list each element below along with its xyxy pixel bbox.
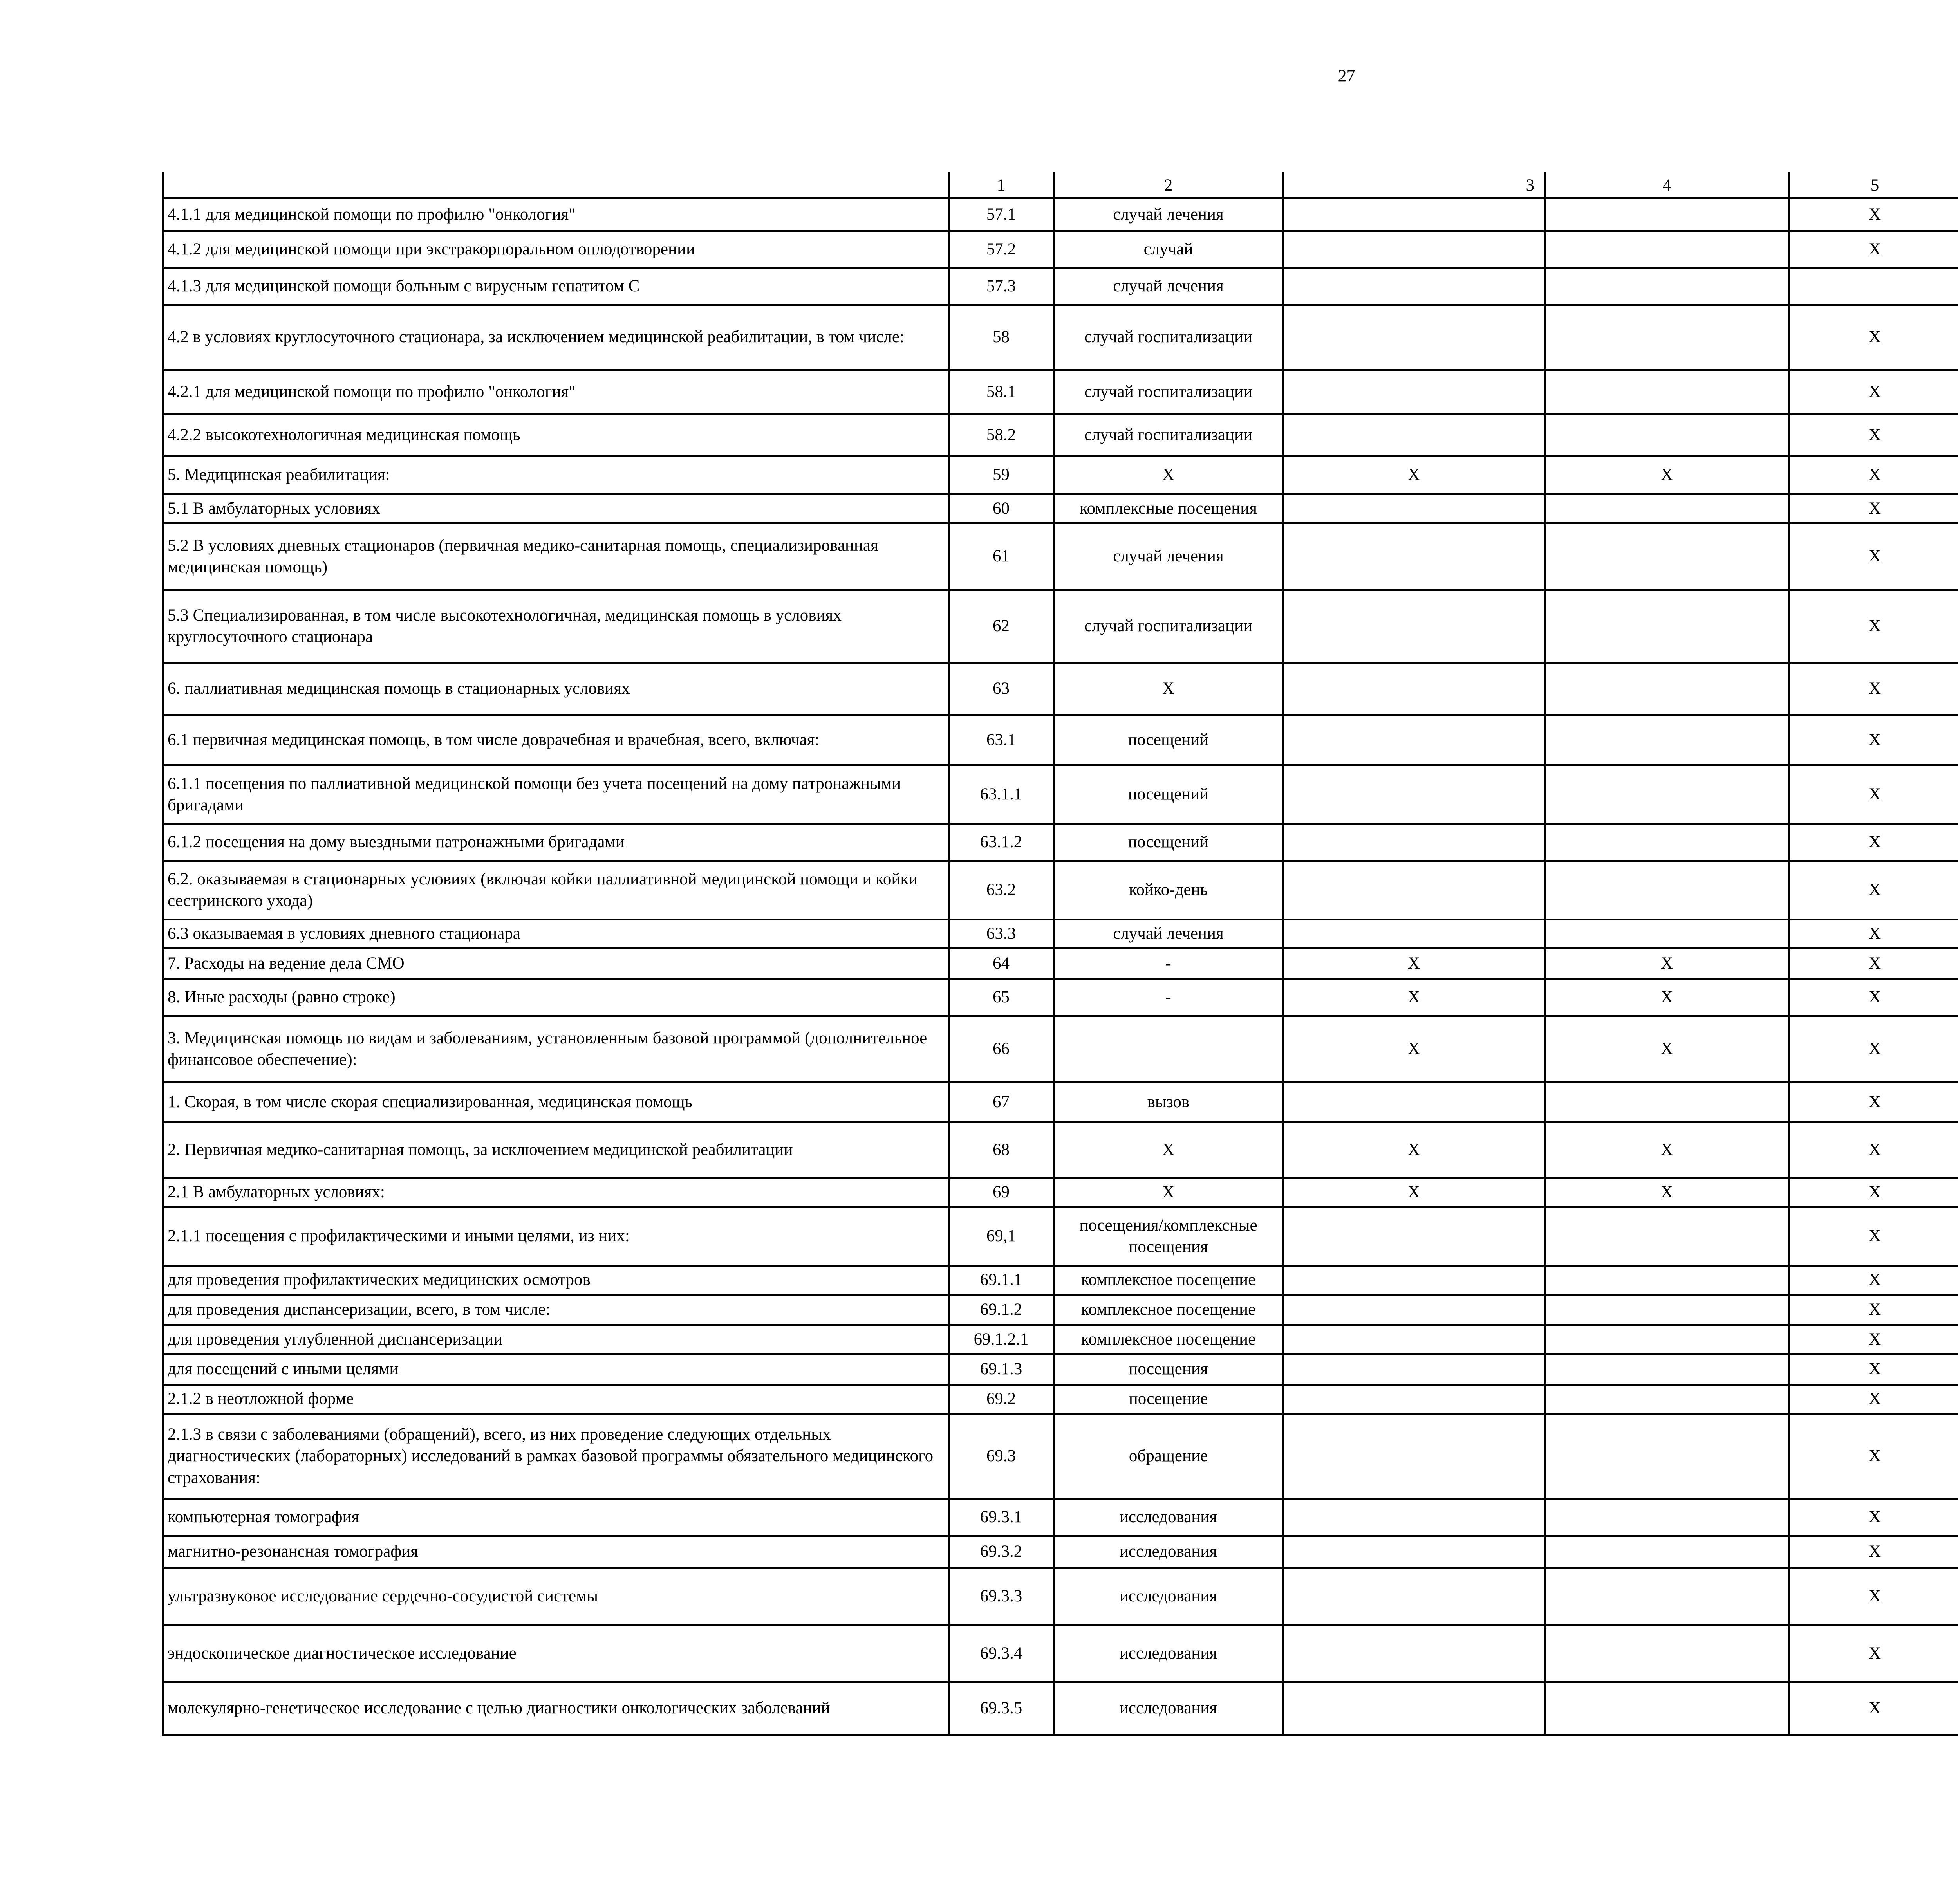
table-cell-col-4 (1545, 1682, 1789, 1734)
table-cell-col-5: Х (1789, 919, 1958, 948)
table-cell-col-2: Х (1054, 662, 1283, 715)
table-cell-col-3 (1283, 231, 1545, 268)
row-label-cell: 3. Медицинская помощь по видам и заболеваниям, установленным базовой программой (дополнительное финансовое обеспечение): (163, 1016, 949, 1082)
row-label-cell: для проведения диспансеризации, всего, в том числе: (163, 1294, 949, 1325)
table-cell-col-4 (1545, 1325, 1789, 1354)
table-cell-col-1: 63 (949, 662, 1054, 715)
table-cell-col-1: 61 (949, 523, 1054, 590)
row-label-cell: ультразвуковое исследование сердечно-сосудистой системы (163, 1568, 949, 1625)
table-cell-col-4: Х (1545, 979, 1789, 1016)
table-cell-col-5: Х (1789, 979, 1958, 1016)
table-cell-col-5: Х (1789, 414, 1958, 456)
table-cell-col-3 (1283, 1384, 1545, 1413)
table-cell-col-2: комплексное посещение (1054, 1265, 1283, 1294)
table-cell-col-3 (1283, 1536, 1545, 1568)
table-cell-col-5: Х (1789, 494, 1958, 523)
table-row (163, 1499, 1958, 1536)
table-cell-col-1: 58 (949, 305, 1054, 370)
table-cell-col-2: посещений (1054, 824, 1283, 861)
row-label-cell: 6.1 первичная медицинская помощь, в том числе доврачебная и врачебная, всего, включая: (163, 715, 949, 765)
row-label-cell: 4.1.3 для медицинской помощи больным с вирусным гепатитом С (163, 268, 949, 305)
table-cell-col-2: посещения/комплексные посещения (1054, 1207, 1283, 1265)
table-row (163, 456, 1958, 494)
page-number: 27 (1338, 66, 1355, 85)
table-cell-col-1: 59 (949, 456, 1054, 494)
row-label-cell: 6. паллиативная медицинская помощь в стационарных условиях (163, 662, 949, 715)
table-row (163, 268, 1958, 305)
table-cell-col-4 (1545, 715, 1789, 765)
table-cell-col-1: 69.3.2 (949, 1536, 1054, 1568)
table-cell-col-1: 69.3.1 (949, 1499, 1054, 1536)
table-cell-col-4 (1545, 370, 1789, 414)
table-row (163, 662, 1958, 715)
table-cell-col-1: 63.1.2 (949, 824, 1054, 861)
table-cell-col-3 (1283, 198, 1545, 231)
table-cell-col-2: комплексные посещения (1054, 494, 1283, 523)
table-cell-col-4: Х (1545, 1178, 1789, 1207)
table-cell-col-2: случай (1054, 231, 1283, 268)
table-cell-col-2: - (1054, 979, 1283, 1016)
table-row (163, 1325, 1958, 1354)
table-cell-col-4 (1545, 1294, 1789, 1325)
table-cell-col-3 (1283, 1325, 1545, 1354)
table-cell-col-3 (1283, 715, 1545, 765)
row-label-cell: 7. Расходы на ведение дела СМО (163, 948, 949, 979)
table-cell-col-4 (1545, 1536, 1789, 1568)
table-cell-col-1: 58.2 (949, 414, 1054, 456)
table-row (163, 1413, 1958, 1499)
table-row (163, 919, 1958, 948)
table-cell-col-5: Х (1789, 1178, 1958, 1207)
table-row (163, 715, 1958, 765)
table-cell-col-4 (1545, 861, 1789, 919)
table-cell-col-1: 65 (949, 979, 1054, 1016)
row-label-cell: 6.1.2 посещения на дому выездными патронажными бригадами (163, 824, 949, 861)
table-cell-col-3 (1283, 1568, 1545, 1625)
table-cell-col-5: Х (1789, 305, 1958, 370)
table-row (163, 979, 1958, 1016)
table-cell-col-2: Х (1054, 1122, 1283, 1178)
row-label-cell: 4.2 в условиях круглосуточного стационара, за исключением медицинской реабилитации, в том числе: (163, 305, 949, 370)
table-cell-col-4 (1545, 1568, 1789, 1625)
table-cell-col-4 (1545, 1207, 1789, 1265)
table-cell-col-5: Х (1789, 1384, 1958, 1413)
row-label-cell: для посещений с иными целями (163, 1354, 949, 1384)
data-table (162, 172, 1958, 1736)
table-cell-col-2: исследования (1054, 1625, 1283, 1682)
table-cell-col-4: Х (1545, 1122, 1789, 1178)
table-cell-col-3 (1283, 1082, 1545, 1122)
table-cell-col-3 (1283, 765, 1545, 824)
table-cell-col-3 (1283, 861, 1545, 919)
table-row (163, 231, 1958, 268)
row-label-cell: 2.1.3 в связи с заболеваниями (обращений), всего, из них проведение следующих отдельных диагностических (лабораторных) исследований в рамках базовой программы обязательного медицинского страхования: (163, 1413, 949, 1499)
table-cell-col-1: 69,1 (949, 1207, 1054, 1265)
table-cell-col-4 (1545, 1265, 1789, 1294)
table-cell-col-3 (1283, 1499, 1545, 1536)
table-cell-col-5: Х (1789, 715, 1958, 765)
table-cell-col-4 (1545, 1499, 1789, 1536)
table-cell-col-5: Х (1789, 1536, 1958, 1568)
table-cell-col-1: 58.1 (949, 370, 1054, 414)
table-cell-col-5: Х (1789, 370, 1958, 414)
header-cell-col-0 (163, 172, 949, 198)
table-cell-col-2: случай лечения (1054, 919, 1283, 948)
table-cell-col-5: Х (1789, 765, 1958, 824)
table-row (163, 414, 1958, 456)
table-cell-col-3 (1283, 662, 1545, 715)
table-cell-col-1: 63.1 (949, 715, 1054, 765)
row-label-cell: 2. Первичная медико-санитарная помощь, за исключением медицинской реабилитации (163, 1122, 949, 1178)
table-cell-col-4 (1545, 1625, 1789, 1682)
table-cell-col-4: Х (1545, 948, 1789, 979)
table-cell-col-5: Х (1789, 590, 1958, 662)
table-cell-col-2: посещений (1054, 715, 1283, 765)
table-cell-col-3 (1283, 1354, 1545, 1384)
table-cell-col-4 (1545, 305, 1789, 370)
table-cell-col-5: Х (1789, 1625, 1958, 1682)
table-cell-col-5: Х (1789, 1499, 1958, 1536)
table-cell-col-1: 63.3 (949, 919, 1054, 948)
table-cell-col-5: Х (1789, 1016, 1958, 1082)
table-cell-col-4 (1545, 494, 1789, 523)
table-cell-col-3 (1283, 494, 1545, 523)
table-cell-col-1: 67 (949, 1082, 1054, 1122)
table-cell-col-1: 68 (949, 1122, 1054, 1178)
table-cell-col-1: 69.2 (949, 1384, 1054, 1413)
row-label-cell: 4.1.1 для медицинской помощи по профилю "онкология" (163, 198, 949, 231)
table-row (163, 1178, 1958, 1207)
table-cell-col-5: Х (1789, 1568, 1958, 1625)
table-cell-col-3 (1283, 414, 1545, 456)
table-cell-col-3 (1283, 370, 1545, 414)
table-cell-col-4 (1545, 590, 1789, 662)
table-row (163, 305, 1958, 370)
table-cell-col-2: посещение (1054, 1384, 1283, 1413)
table-cell-col-1: 60 (949, 494, 1054, 523)
table-row (163, 1082, 1958, 1122)
table-cell-col-1: 64 (949, 948, 1054, 979)
table-cell-col-2: случай госпитализации (1054, 305, 1283, 370)
header-cell-col-5: 5 (1789, 172, 1958, 198)
table-cell-col-2: комплексное посещение (1054, 1325, 1283, 1354)
table-cell-col-4 (1545, 1354, 1789, 1384)
table-cell-col-3 (1283, 1265, 1545, 1294)
table-cell-col-5: Х (1789, 1354, 1958, 1384)
table-row (163, 824, 1958, 861)
row-label-cell: 5.1 В амбулаторных условиях (163, 494, 949, 523)
table-cell-col-5: Х (1789, 662, 1958, 715)
table-cell-col-4: Х (1545, 456, 1789, 494)
row-label-cell: для проведения углубленной диспансеризации (163, 1325, 949, 1354)
table-row (163, 1384, 1958, 1413)
table-row (163, 198, 1958, 231)
table-cell-col-2: исследования (1054, 1499, 1283, 1536)
table-cell-col-4 (1545, 662, 1789, 715)
table-cell-col-2: случай лечения (1054, 523, 1283, 590)
table-cell-col-4 (1545, 1413, 1789, 1499)
table-row (163, 1122, 1958, 1178)
table-cell-col-4 (1545, 414, 1789, 456)
table-row (163, 1354, 1958, 1384)
table-row (163, 1536, 1958, 1568)
table-cell-col-3 (1283, 824, 1545, 861)
row-label-cell: 6.3 оказываемая в условиях дневного стационара (163, 919, 949, 948)
table-cell-col-2 (1054, 1016, 1283, 1082)
table-cell-col-4 (1545, 268, 1789, 305)
table-row (163, 765, 1958, 824)
table-cell-col-3: Х (1283, 1178, 1545, 1207)
table-cell-col-1: 69.1.1 (949, 1265, 1054, 1294)
table-header-row (163, 172, 1958, 198)
table-cell-col-5: Х (1789, 1294, 1958, 1325)
table-row (163, 1625, 1958, 1682)
table-cell-col-1: 69 (949, 1178, 1054, 1207)
table-cell-col-3 (1283, 1294, 1545, 1325)
table-cell-col-3 (1283, 919, 1545, 948)
row-label-cell: 8. Иные расходы (равно строке) (163, 979, 949, 1016)
table-row (163, 861, 1958, 919)
table-cell-col-3: Х (1283, 948, 1545, 979)
row-label-cell: компьютерная томография (163, 1499, 949, 1536)
table-cell-col-2: Х (1054, 1178, 1283, 1207)
header-cell-col-3: 3 (1283, 172, 1545, 198)
row-label-cell: 4.2.2 высокотехнологичная медицинская помощь (163, 414, 949, 456)
table-cell-col-5: Х (1789, 231, 1958, 268)
row-label-cell: магнитно-резонансная томография (163, 1536, 949, 1568)
row-label-cell: для проведения профилактических медицинских осмотров (163, 1265, 949, 1294)
row-label-cell: 2.1 В амбулаторных условиях: (163, 1178, 949, 1207)
row-label-cell: 1. Скорая, в том числе скорая специализированная, медицинская помощь (163, 1082, 949, 1122)
table-cell-col-3 (1283, 1625, 1545, 1682)
table-cell-col-2: посещения (1054, 1354, 1283, 1384)
row-label-cell: эндоскопическое диагностическое исследование (163, 1625, 949, 1682)
table-cell-col-2: посещений (1054, 765, 1283, 824)
row-label-cell: 4.1.2 для медицинской помощи при экстракорпоральном оплодотворении (163, 231, 949, 268)
row-label-cell: 2.1.2 в неотложной форме (163, 1384, 949, 1413)
table-cell-col-2: случай госпитализации (1054, 590, 1283, 662)
row-label-cell: 6.2. оказываемая в стационарных условиях (включая койки паллиативной медицинской помощи и койки сестринского ухода) (163, 861, 949, 919)
table-row (163, 1265, 1958, 1294)
table-cell-col-2: вызов (1054, 1082, 1283, 1122)
table-cell-col-5: Х (1789, 1413, 1958, 1499)
table-row (163, 1207, 1958, 1265)
table-cell-col-5 (1789, 268, 1958, 305)
table-cell-col-5: Х (1789, 1265, 1958, 1294)
table-cell-col-2: случай госпитализации (1054, 414, 1283, 456)
table-cell-col-4 (1545, 198, 1789, 231)
table-cell-col-2: исследования (1054, 1536, 1283, 1568)
table-cell-col-1: 57.1 (949, 198, 1054, 231)
row-label-cell: молекулярно-генетическое исследование с целью диагностики онкологических заболеваний (163, 1682, 949, 1734)
table-cell-col-5: Х (1789, 1207, 1958, 1265)
table-cell-col-5: Х (1789, 1682, 1958, 1734)
table-cell-col-4 (1545, 1082, 1789, 1122)
table-cell-col-3: Х (1283, 979, 1545, 1016)
table-cell-col-1: 69.1.2 (949, 1294, 1054, 1325)
table-cell-col-3 (1283, 590, 1545, 662)
table-cell-col-2: случай лечения (1054, 198, 1283, 231)
table-cell-col-2: Х (1054, 456, 1283, 494)
row-label-cell: 5.3 Специализированная, в том числе высокотехнологичная, медицинская помощь в условиях круглосуточного стационара (163, 590, 949, 662)
table-cell-col-5: Х (1789, 198, 1958, 231)
row-label-cell: 5. Медицинская реабилитация: (163, 456, 949, 494)
table-cell-col-2: койко-день (1054, 861, 1283, 919)
table-row (163, 590, 1958, 662)
header-cell-col-2: 2 (1054, 172, 1283, 198)
table-cell-col-5: Х (1789, 523, 1958, 590)
row-label-cell: 4.2.1 для медицинской помощи по профилю "онкология" (163, 370, 949, 414)
table-cell-col-3: Х (1283, 1122, 1545, 1178)
table-row (163, 1016, 1958, 1082)
table-cell-col-2: исследования (1054, 1682, 1283, 1734)
table-cell-col-4 (1545, 523, 1789, 590)
table-cell-col-4 (1545, 765, 1789, 824)
table-cell-col-3 (1283, 523, 1545, 590)
table-cell-col-3 (1283, 305, 1545, 370)
table-cell-col-4 (1545, 231, 1789, 268)
table-cell-col-3 (1283, 1413, 1545, 1499)
row-label-cell: 6.1.1 посещения по паллиативной медицинской помощи без учета посещений на дому патронажными бригадами (163, 765, 949, 824)
table-row (163, 1294, 1958, 1325)
table-cell-col-5: Х (1789, 456, 1958, 494)
table-row (163, 494, 1958, 523)
row-label-cell: 2.1.1 посещения с профилактическими и иными целями, из них: (163, 1207, 949, 1265)
table-row (163, 1568, 1958, 1625)
table-row (163, 1682, 1958, 1734)
table-cell-col-3: Х (1283, 1016, 1545, 1082)
header-cell-col-1: 1 (949, 172, 1054, 198)
table-cell-col-2: исследования (1054, 1568, 1283, 1625)
table-cell-col-3 (1283, 1207, 1545, 1265)
table-row (163, 523, 1958, 590)
table-cell-col-5: Х (1789, 948, 1958, 979)
table-cell-col-5: Х (1789, 1082, 1958, 1122)
table-cell-col-2: - (1054, 948, 1283, 979)
table-cell-col-1: 63.1.1 (949, 765, 1054, 824)
row-label-cell: 5.2 В условиях дневных стационаров (первичная медико-санитарная помощь, специализированная медицинская помощь) (163, 523, 949, 590)
table-cell-col-1: 57.3 (949, 268, 1054, 305)
table-cell-col-2: случай лечения (1054, 268, 1283, 305)
table-cell-col-1: 57.2 (949, 231, 1054, 268)
table-cell-col-1: 69.1.2.1 (949, 1325, 1054, 1354)
table-cell-col-2: комплексное посещение (1054, 1294, 1283, 1325)
table-row (163, 370, 1958, 414)
table-cell-col-4 (1545, 824, 1789, 861)
table-cell-col-1: 69.3 (949, 1413, 1054, 1499)
table-cell-col-3: Х (1283, 456, 1545, 494)
table-cell-col-1: 69.3.3 (949, 1568, 1054, 1625)
table-cell-col-5: Х (1789, 861, 1958, 919)
table-cell-col-1: 69.1.3 (949, 1354, 1054, 1384)
table-row (163, 948, 1958, 979)
table-cell-col-4 (1545, 919, 1789, 948)
table-cell-col-4: Х (1545, 1016, 1789, 1082)
table-cell-col-1: 62 (949, 590, 1054, 662)
table-cell-col-1: 66 (949, 1016, 1054, 1082)
table-cell-col-5: Х (1789, 824, 1958, 861)
table-cell-col-1: 63.2 (949, 861, 1054, 919)
table-cell-col-2: обращение (1054, 1413, 1283, 1499)
table-cell-col-4 (1545, 1384, 1789, 1413)
table-cell-col-1: 69.3.5 (949, 1682, 1054, 1734)
table-cell-col-3 (1283, 1682, 1545, 1734)
header-cell-col-4: 4 (1545, 172, 1789, 198)
table-cell-col-5: Х (1789, 1325, 1958, 1354)
table-cell-col-3 (1283, 268, 1545, 305)
table-cell-col-1: 69.3.4 (949, 1625, 1054, 1682)
table-cell-col-2: случай госпитализации (1054, 370, 1283, 414)
table-cell-col-5: Х (1789, 1122, 1958, 1178)
